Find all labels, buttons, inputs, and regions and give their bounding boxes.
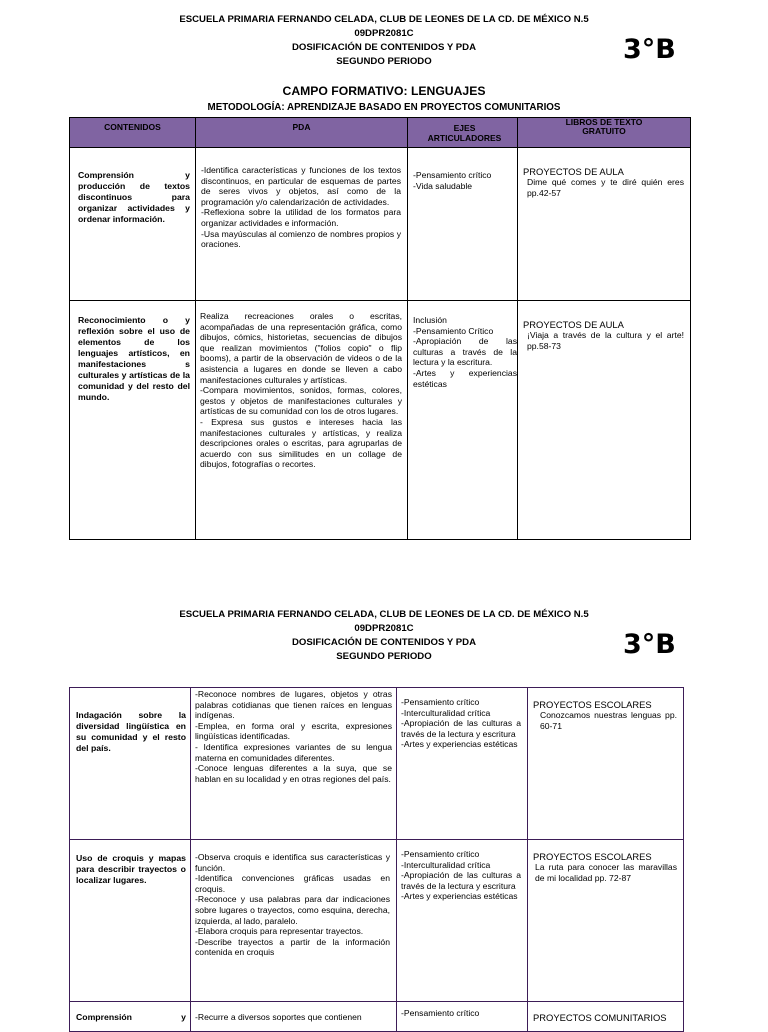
libros-cell: PROYECTOS DE AULA ¡Viaja a través de la cultura y el arte! pp.58-73 — [518, 301, 691, 540]
contenido-cell: Uso de croquis y mapas para describir trayectos o localizar lugares. — [70, 840, 191, 1002]
pda-cell: -Identifica características y funciones de los textos discontinuos, en particular de esquemas de partes de seres vivos y objetos, así como de la programación y/o calendarización de actividades. -Reflexiona sobre la utilidad de los formatos para organizar actividades e información. -Usa mayúsculas al comienzo de nombres propios y oraciones. — [196, 148, 408, 301]
ejes-cell: Inclusión -Pensamiento Crítico -Apropiación de las culturas a través de la lectura y la escritura. -Artes y experiencias estéticas — [408, 301, 518, 540]
dosificacion-table-1 — [69, 117, 691, 540]
table-row — [70, 840, 684, 1002]
school-code: 09DPR2081C — [354, 623, 414, 634]
pda-cell: -Observa croquis e identifica sus características y función. -Identifica convenciones gráficas usadas en croquis. -Reconoce y usa palabras para dar indicaciones sobre lugares o trayectos, como esquina, derecha, izquierda, al lado, paralelo. -Elabora croquis para representar trayectos. -Describe trayectos a partir de la información contenida en croquis — [191, 840, 397, 1002]
grade-label: 3°B — [623, 629, 676, 660]
header-contenidos: CONTENIDOS — [70, 118, 196, 148]
table-row — [70, 148, 691, 301]
header-ejes: EJES ARTICULADORES — [408, 118, 518, 148]
contenido-cell: Indagación sobre la diversidad lingüística en su comunidad y el resto del país. — [70, 688, 191, 840]
contenido-cell: Comprensión y — [70, 1002, 191, 1032]
ejes-cell: -Pensamiento crítico -Interculturalidad crítica -Apropiación de las culturas a través de la lectura y escritura -Artes y experiencias estéticas — [397, 840, 528, 1002]
document-title: DOSIFICACIÓN DE CONTENIDOS Y PDA — [291, 42, 477, 53]
libros-cell: PROYECTOS DE AULA Dime qué comes y te diré quién eres pp.42-57 — [518, 148, 691, 301]
school-code: 09DPR2081C — [354, 28, 414, 39]
metodologia: METODOLOGÍA: APRENDIZAJE BASADO EN PROYECTOS COMUNITARIOS — [207, 102, 561, 113]
libros-cell: PROYECTOS COMUNITARIOS — [528, 1002, 684, 1032]
ejes-cell: -Pensamiento crítico — [397, 1002, 528, 1032]
ejes-cell: -Pensamiento crítico -Interculturalidad crítica -Apropiación de las culturas a través de la lectura y escritura -Artes y experiencias estéticas — [397, 688, 528, 840]
table-header-row — [70, 118, 691, 148]
campo-formativo: CAMPO FORMATIVO: LENGUAJES — [282, 84, 486, 98]
pda-cell: -Reconoce nombres de lugares, objetos y otras palabras cotidianas que tienen raíces en lenguas indígenas. -Emplea, en forma oral y escrita, expresiones lingüísticas identificadas. - Identifica expresiones variantes de su lengua materna en comunidades diferentes. -Conoce lenguas diferentes a la suya, que se hablan en su localidad y en otras regiones del país. — [191, 688, 397, 840]
table-row — [70, 301, 691, 540]
grade-label: 3°B — [623, 34, 676, 65]
libros-cell: PROYECTOS ESCOLARES La ruta para conocer las maravillas de mi localidad pp. 72-87 — [528, 840, 684, 1002]
pda-cell: Realiza recreaciones orales o escritas, acompañadas de una representación gráfica, como dibujos, cómics, historietas, secuencias de dibujos que realizan movimientos ("folios copio" o flip booms), a partir de la observación de videos o de la asistencia a lugares en donde se lleven a cabo manifestaciones culturales y artísticas. -Compara movimientos, sonidos, formas, colores, gestos y objetos de manifestaciones culturales y artísticas de su comunidad con los de otros lugares. - Expresa sus gustos e intereses hacia las manifestaciones culturales y artísticas, y realiza descripciones orales o escritas, para agruparlas de acuerdo con sus similitudes en un collage de dibujos, fotografías o recortes. — [196, 301, 408, 540]
header-pda: PDA — [196, 118, 408, 148]
table-row — [70, 1002, 684, 1032]
period: SEGUNDO PERIODO — [336, 56, 432, 67]
school-name: ESCUELA PRIMARIA FERNANDO CELADA, CLUB DE LEONES DE LA CD. DE MÉXICO N.5 — [179, 14, 589, 25]
ejes-cell: -Pensamiento crítico -Vida saludable — [408, 148, 518, 301]
contenido-cell: Reconocimiento o y reflexión sobre el uso de elementos de los lenguajes artísticos, en manifestaciones s culturales y artísticas de la comunidad y del resto del mundo. — [70, 301, 196, 540]
dosificacion-table-2 — [69, 687, 684, 1032]
header-libros: LIBROS DE TEXTO GRATUITO — [518, 118, 691, 148]
contenido-cell: Comprensión y producción de textos discontinuos para organizar actividades y ordenar información. — [70, 148, 196, 301]
period: SEGUNDO PERIODO — [336, 651, 432, 662]
table-row — [70, 688, 684, 840]
school-name: ESCUELA PRIMARIA FERNANDO CELADA, CLUB DE LEONES DE LA CD. DE MÉXICO N.5 — [179, 609, 589, 620]
document-title: DOSIFICACIÓN DE CONTENIDOS Y PDA — [291, 637, 477, 648]
pda-cell: -Recurre a diversos soportes que contienen — [191, 1002, 397, 1032]
libros-cell: PROYECTOS ESCOLARES Conozcamos nuestras lenguas pp. 60-71 — [528, 688, 684, 840]
